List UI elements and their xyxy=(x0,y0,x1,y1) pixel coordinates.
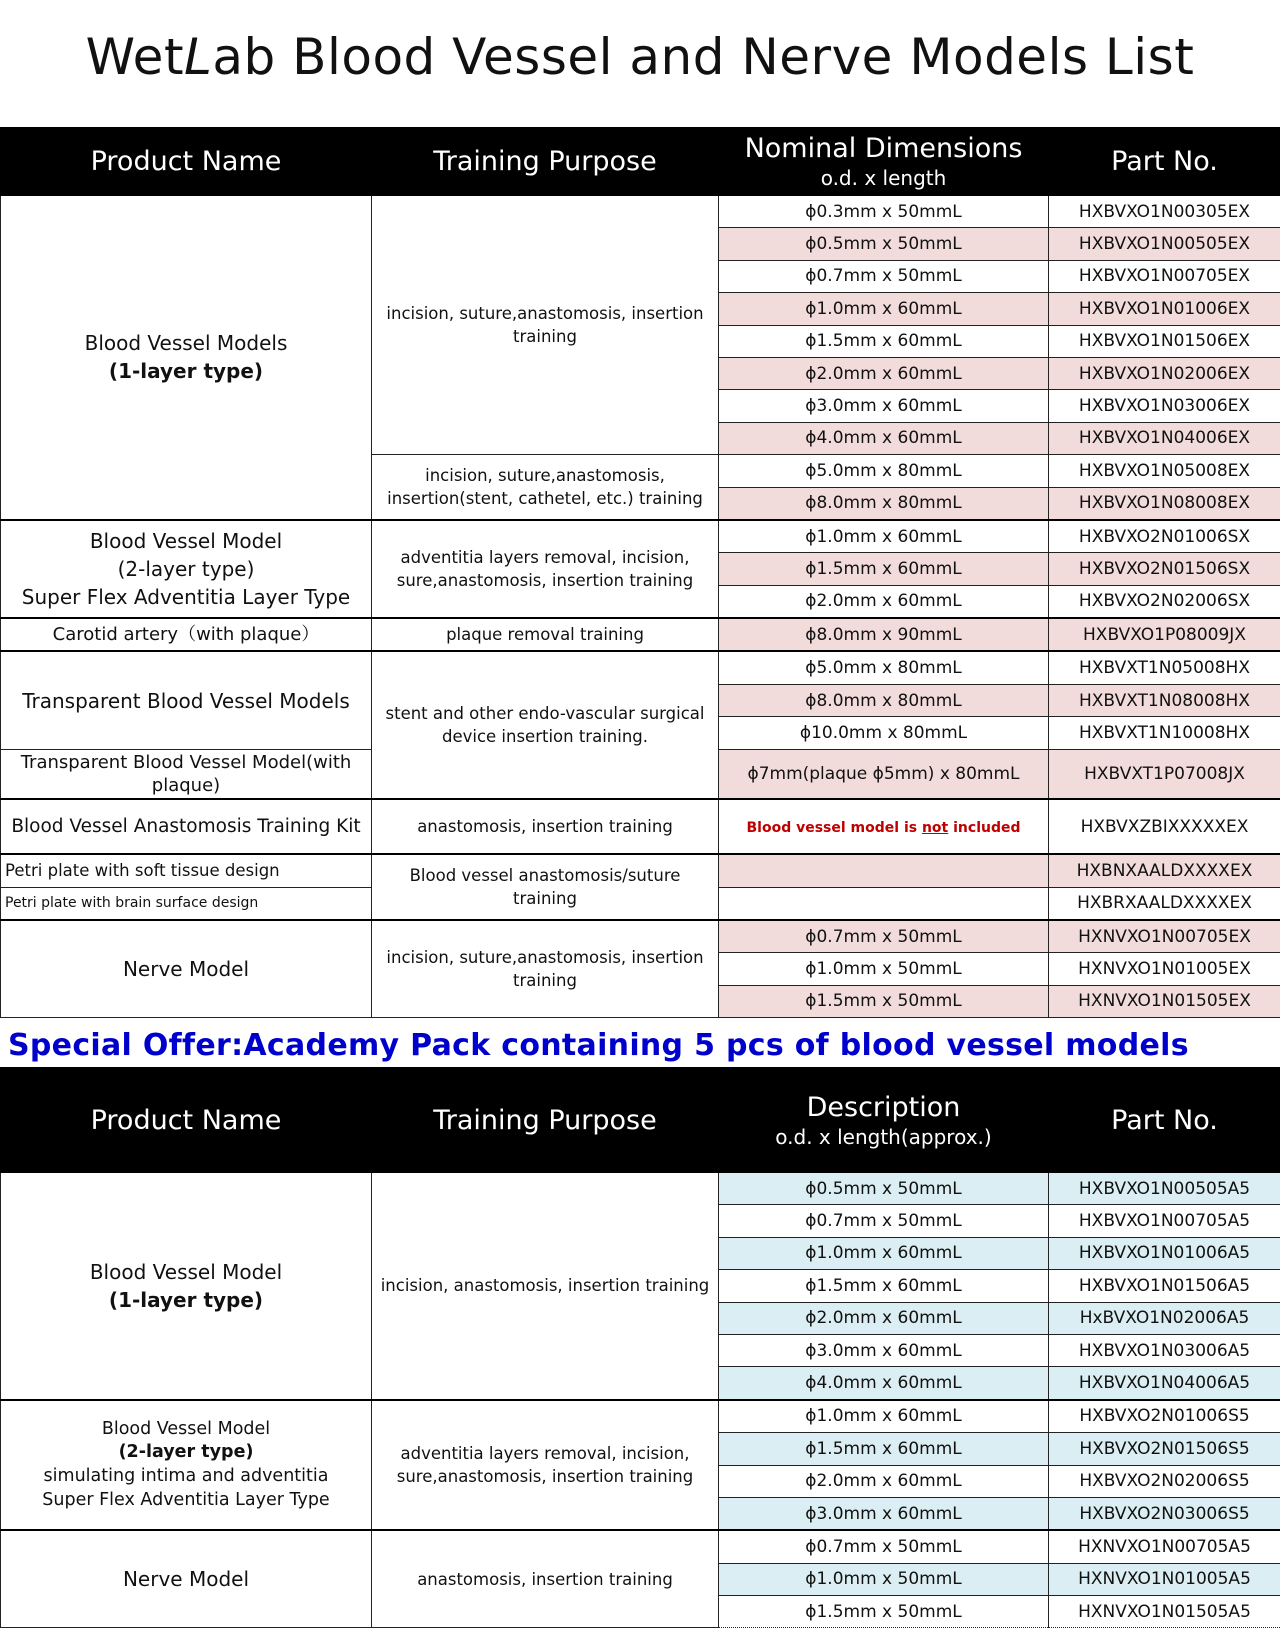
product-name-cell: Carotid artery（with plaque） xyxy=(1,618,372,651)
table-row xyxy=(1,1173,1280,1205)
header-training-purpose: Training Purpose xyxy=(372,1068,719,1173)
training-purpose-cell: Blood vessel anastomosis/suture training xyxy=(372,854,719,920)
dimension-cell: ϕ1.5mm x 50mmL xyxy=(719,985,1049,1017)
product-name-cell: Petri plate with brain surface design xyxy=(1,887,372,920)
dimension-cell: ϕ8.0mm x 90mmL xyxy=(719,618,1049,651)
part-number-cell: HXBVXO1N03006EX xyxy=(1049,390,1280,422)
part-number-cell: HXNVXO1N01505EX xyxy=(1049,985,1280,1017)
dimension-cell: ϕ3.0mm x 60mmL xyxy=(719,390,1049,422)
part-number-cell: HXBVXT1N10008HX xyxy=(1049,717,1280,749)
part-number-cell: HXBRXAALDXXXXEX xyxy=(1049,887,1280,920)
models-table xyxy=(0,127,1280,1018)
part-number-cell: HXBNXAALDXXXXEX xyxy=(1049,854,1280,887)
special-offer-heading: Special Offer:Academy Pack containing 5 pcs of blood vessel models xyxy=(8,1028,1189,1063)
dimension-cell: ϕ0.7mm x 50mmL xyxy=(719,920,1049,953)
part-number-cell: HXBVXO1N00705EX xyxy=(1049,260,1280,292)
part-number-cell: HXBVXZBIXXXXXEX xyxy=(1049,799,1280,854)
table-row xyxy=(1,854,1280,887)
header-part-no: Part No. xyxy=(1049,128,1280,196)
part-number-cell: HXBVXO1N00505A5 xyxy=(1049,1173,1280,1205)
dimension-cell: ϕ0.7mm x 50mmL xyxy=(719,260,1049,292)
dimension-cell: ϕ0.5mm x 50mmL xyxy=(719,1173,1049,1205)
part-number-cell: HXBVXO2N02006S5 xyxy=(1049,1465,1280,1497)
part-number-cell: HXBVXO1N01506A5 xyxy=(1049,1270,1280,1302)
dimension-cell: ϕ1.5mm x 60mmL xyxy=(719,553,1049,585)
part-number-cell: HXBVXO1N01006A5 xyxy=(1049,1237,1280,1269)
part-number-cell: HXBVXO1P08009JX xyxy=(1049,618,1280,651)
part-number-cell: HXNVXO1N01005A5 xyxy=(1049,1563,1280,1595)
table-row xyxy=(1,651,1280,684)
dimension-cell xyxy=(719,887,1049,920)
part-number-cell: HXBVXO1N01006EX xyxy=(1049,293,1280,325)
part-number-cell: HXBVXO2N01006S5 xyxy=(1049,1400,1280,1433)
dimension-cell: ϕ0.7mm x 50mmL xyxy=(719,1205,1049,1237)
part-number-cell: HXBVXO1N01506EX xyxy=(1049,325,1280,357)
product-name-cell: Petri plate with soft tissue design xyxy=(1,854,372,887)
part-number-cell: HXNVXO1N00705EX xyxy=(1049,920,1280,953)
table-row xyxy=(1,618,1280,651)
part-number-cell: HXNVXO1N01005EX xyxy=(1049,953,1280,985)
dimension-cell: ϕ2.0mm x 60mmL xyxy=(719,357,1049,389)
dimension-cell: ϕ0.3mm x 50mmL xyxy=(719,196,1049,228)
part-number-cell: HXBVXO1N05008EX xyxy=(1049,455,1280,487)
dimension-cell: ϕ1.0mm x 60mmL xyxy=(719,1237,1049,1269)
dimension-cell: ϕ1.0mm x 50mmL xyxy=(719,1563,1049,1595)
table-row xyxy=(1,1400,1280,1433)
dimension-cell: ϕ4.0mm x 60mmL xyxy=(719,1367,1049,1400)
dimension-cell: ϕ2.0mm x 60mmL xyxy=(719,1465,1049,1497)
part-number-cell: HXBVXO2N01506S5 xyxy=(1049,1433,1280,1465)
product-name-cell: Blood Vessel Anastomosis Training Kit xyxy=(1,799,372,854)
product-name-cell: Transparent Blood Vessel Model(with plaque) xyxy=(1,749,372,799)
dimension-cell: ϕ1.5mm x 60mmL xyxy=(719,325,1049,357)
header-product-name: Product Name xyxy=(1,1068,372,1173)
part-number-cell: HXBVXT1N05008HX xyxy=(1049,651,1280,684)
dimension-cell: ϕ8.0mm x 80mmL xyxy=(719,487,1049,520)
dimension-cell: ϕ0.7mm x 50mmL xyxy=(719,1530,1049,1563)
dimension-cell: ϕ8.0mm x 80mmL xyxy=(719,684,1049,716)
part-number-cell: HXBVXO2N02006SX xyxy=(1049,585,1280,618)
training-purpose-cell: adventitia layers removal, incision, sure,anastomosis, insertion training xyxy=(372,1400,719,1531)
part-number-cell: HXBVXT1P07008JX xyxy=(1049,749,1280,799)
dimension-cell: ϕ2.0mm x 60mmL xyxy=(719,1302,1049,1334)
product-name-cell: Nerve Model xyxy=(1,920,372,1018)
product-name-cell: Nerve Model xyxy=(1,1530,372,1628)
part-number-cell: HXNVXO1N00705A5 xyxy=(1049,1530,1280,1563)
product-name-cell: Blood Vessel Model (2-layer type) Super Flex Adventitia Layer Type xyxy=(1,520,372,618)
dimension-cell: ϕ1.5mm x 50mmL xyxy=(719,1596,1049,1628)
part-number-cell: HXBVXO2N01506SX xyxy=(1049,553,1280,585)
table-row xyxy=(1,196,1280,228)
part-number-cell: HXBVXO1N02006EX xyxy=(1049,357,1280,389)
dimension-cell xyxy=(719,854,1049,887)
table-row xyxy=(1,1530,1280,1563)
training-purpose-cell: adventitia layers removal, incision, sure,anastomosis, insertion training xyxy=(372,520,719,618)
dimension-cell: ϕ2.0mm x 60mmL xyxy=(719,585,1049,618)
training-purpose-cell: incision, suture,anastomosis, insertion(stent, cathetel, etc.) training xyxy=(372,455,719,520)
part-number-cell: HXBVXO1N00705A5 xyxy=(1049,1205,1280,1237)
training-purpose-cell: plaque removal training xyxy=(372,618,719,651)
page-title: WetLab Blood Vessel and Nerve Models List xyxy=(85,28,1195,86)
dimension-cell: ϕ1.0mm x 60mmL xyxy=(719,1400,1049,1433)
dimension-cell: ϕ1.5mm x 60mmL xyxy=(719,1433,1049,1465)
dimension-cell: ϕ3.0mm x 60mmL xyxy=(719,1334,1049,1366)
dimension-cell: ϕ10.0mm x 80mmL xyxy=(719,717,1049,749)
training-purpose-cell: incision, anastomosis, insertion training xyxy=(372,1173,719,1400)
table-row xyxy=(1,920,1280,953)
dimension-cell: ϕ4.0mm x 60mmL xyxy=(719,422,1049,454)
header-description: Description o.d. x length(approx.) xyxy=(719,1068,1049,1173)
header-training-purpose: Training Purpose xyxy=(372,128,719,196)
training-purpose-cell: anastomosis, insertion training xyxy=(372,799,719,854)
part-number-cell: HXNVXO1N01505A5 xyxy=(1049,1596,1280,1628)
part-number-cell: HXBVXO1N04006EX xyxy=(1049,422,1280,454)
product-name-cell: Blood Vessel Models (1-layer type) xyxy=(1,196,372,520)
header-product-name: Product Name xyxy=(1,128,372,196)
dimension-cell: ϕ1.0mm x 60mmL xyxy=(719,520,1049,553)
part-number-cell: HXBVXO2N03006S5 xyxy=(1049,1497,1280,1530)
dimension-cell: ϕ1.0mm x 50mmL xyxy=(719,953,1049,985)
dimension-cell: ϕ5.0mm x 80mmL xyxy=(719,455,1049,487)
dimension-cell: ϕ3.0mm x 60mmL xyxy=(719,1497,1049,1530)
training-purpose-cell: anastomosis, insertion training xyxy=(372,1530,719,1628)
dimension-cell: ϕ0.5mm x 50mmL xyxy=(719,228,1049,260)
academy-pack-table xyxy=(0,1067,1280,1628)
product-name-cell: Transparent Blood Vessel Models xyxy=(1,651,372,749)
part-number-cell: HXBVXO1N04006A5 xyxy=(1049,1367,1280,1400)
header-part-no: Part No. xyxy=(1049,1068,1280,1173)
part-number-cell: HXBVXO2N01006SX xyxy=(1049,520,1280,553)
part-number-cell: HxBVXO1N02006A5 xyxy=(1049,1302,1280,1334)
table-row xyxy=(1,520,1280,553)
part-number-cell: HXBVXO1N08008EX xyxy=(1049,487,1280,520)
table-header-row xyxy=(1,128,1280,196)
training-purpose-cell: incision, suture,anastomosis, insertion training xyxy=(372,196,719,455)
table-row xyxy=(1,799,1280,854)
table-header-row xyxy=(1,1068,1280,1173)
part-number-cell: HXBVXO1N00305EX xyxy=(1049,196,1280,228)
product-name-cell: Blood Vessel Model (1-layer type) xyxy=(1,1173,372,1400)
part-number-cell: HXBVXO1N00505EX xyxy=(1049,228,1280,260)
training-purpose-cell: stent and other endo-vascular surgical device insertion training. xyxy=(372,651,719,799)
dimension-cell: ϕ1.5mm x 60mmL xyxy=(719,1270,1049,1302)
dimension-cell: ϕ1.0mm x 60mmL xyxy=(719,293,1049,325)
part-number-cell: HXBVXT1N08008HX xyxy=(1049,684,1280,716)
header-dimensions: Nominal Dimensions o.d. x length xyxy=(719,128,1049,196)
not-included-notice: Blood vessel model is not included xyxy=(719,799,1049,854)
dimension-cell: ϕ5.0mm x 80mmL xyxy=(719,651,1049,684)
part-number-cell: HXBVXO1N03006A5 xyxy=(1049,1334,1280,1366)
training-purpose-cell: incision, suture,anastomosis, insertion training xyxy=(372,920,719,1018)
dimension-cell: ϕ7mm(plaque ϕ5mm) x 80mmL xyxy=(719,749,1049,799)
product-name-cell: Blood Vessel Model (2-layer type) simulating intima and adventitia Super Flex Adventitia Layer Type xyxy=(1,1400,372,1531)
